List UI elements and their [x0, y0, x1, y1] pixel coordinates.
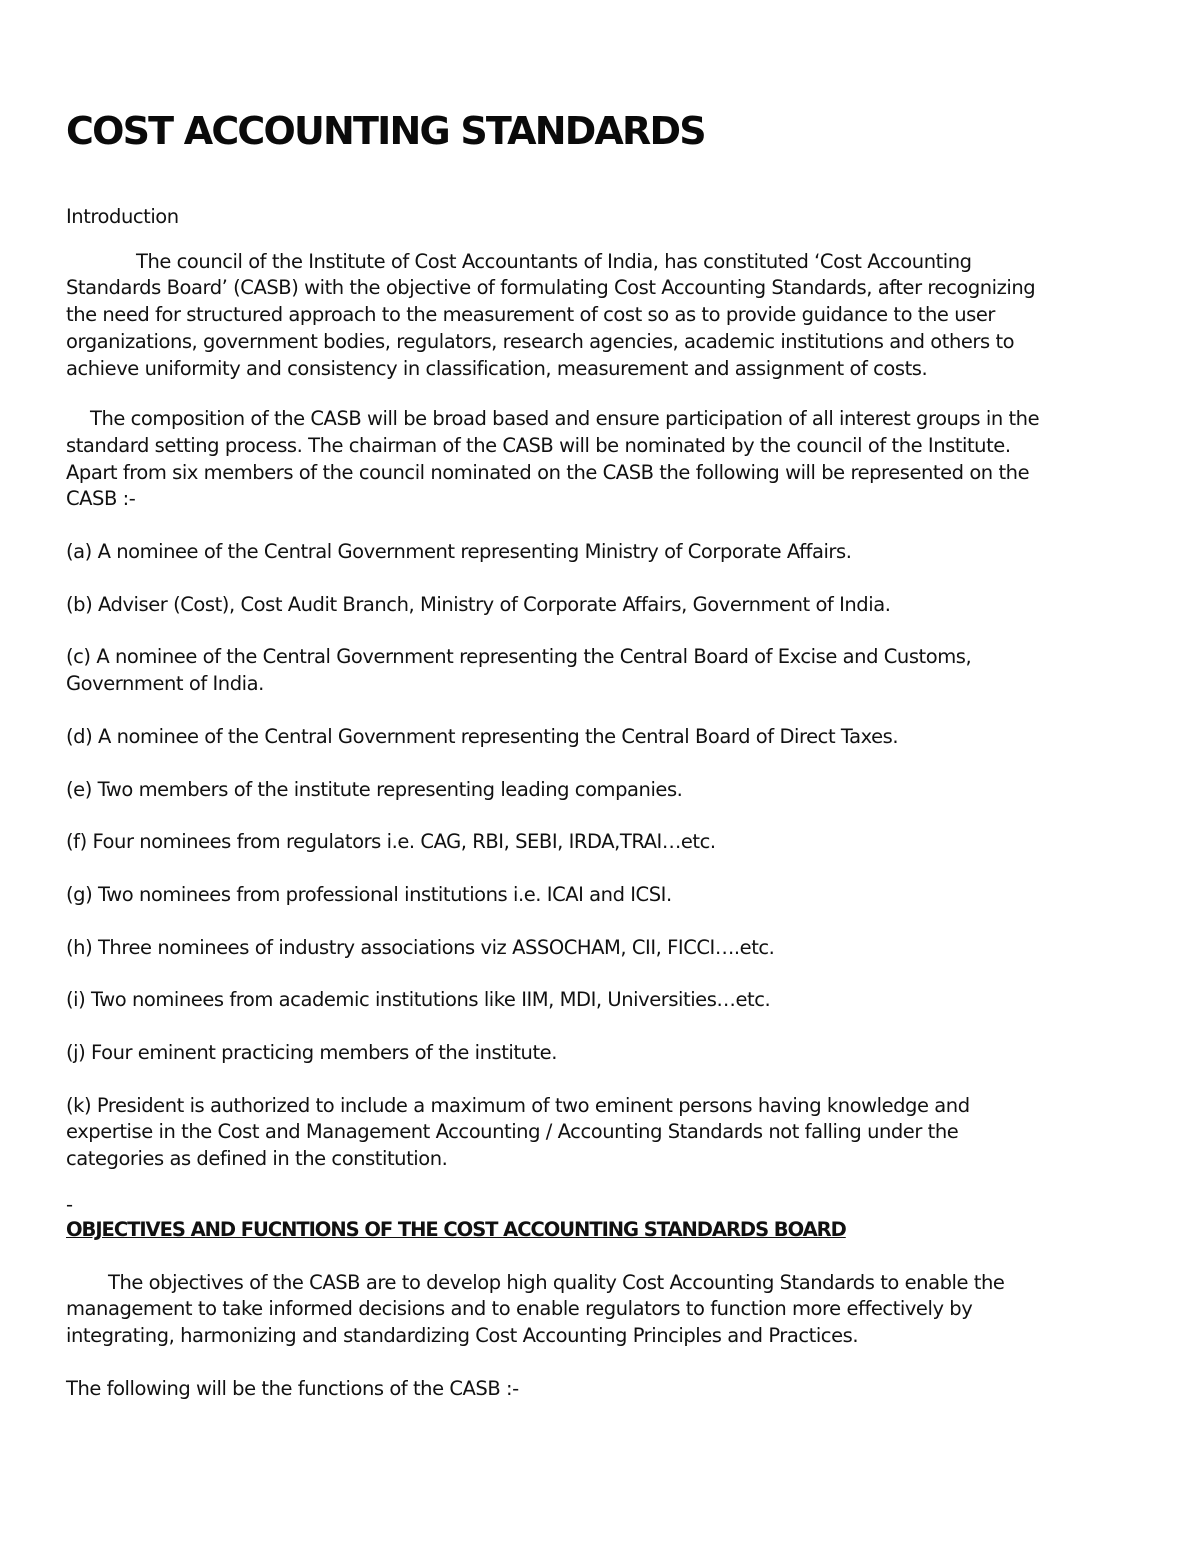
document-page: [66, 105, 1046, 1402]
member-item-i: (i) Two nominees from academic institutions like IIM, MDI, Universities…etc.: [66, 988, 771, 1012]
member-item-d: (d) A nominee of the Central Government representing the Central Board of Direct Taxes.: [66, 724, 899, 748]
objectives-heading: OBJECTIVES AND FUCNTIONS OF THE COST ACCOUNTING STANDARDS BOARD: [66, 1217, 846, 1241]
member-item-h: (h) Three nominees of industry associations viz ASSOCHAM, CII, FICCI….etc.: [66, 935, 775, 959]
member-item-e: (e) Two members of the institute representing leading companies.: [66, 777, 683, 801]
document-title: COST ACCOUNTING STANDARDS: [66, 109, 705, 153]
members-list: [66, 539, 1046, 1173]
member-item-f: (f) Four nominees from regulators i.e. CAG, RBI, SEBI, IRDA,TRAI…etc.: [66, 830, 716, 854]
member-item-b: (b) Adviser (Cost), Cost Audit Branch, Ministry of Corporate Affairs, Government of India.: [66, 592, 891, 616]
intro-paragraph: The council of the Institute of Cost Accountants of India, has constituted ‘Cost Accounting Standards Board’ (CASB) with the objective of formulating Cost Accounting Standards, after recognizing the need for structured approach to the measurement of cost so as to provide guidance to the user organizations, government bodies, regulators, research agencies, academic institutions and others to achieve uniformity and consistency in classification, measurement and assignment of costs.: [66, 249, 1036, 380]
intro-label: Introduction: [66, 205, 179, 228]
composition-paragraph: The composition of the CASB will be broad based and ensure participation of all interest groups in the standard setting process. The chairman of the CASB will be nominated by the council of the Institute. Apart from six members of the council nominated on the CASB the following will be represented on the CASB :-: [66, 407, 1040, 511]
member-item-j: (j) Four eminent practicing members of the institute.: [66, 1041, 557, 1065]
member-item-a: (a) A nominee of the Central Government representing Ministry of Corporate Affairs.: [66, 540, 852, 564]
functions-intro: The following will be the functions of the CASB :-: [66, 1376, 519, 1400]
member-item-k: (k) President is authorized to include a maximum of two eminent persons having knowledge and expertise in the Cost and Management Accounting / Accounting Standards not falling under the categories as defined in the constitution.: [66, 1093, 970, 1171]
objectives-paragraph: The objectives of the CASB are to develop high quality Cost Accounting Standards to enable the management to take informed decisions and to enable regulators to function more effectively by integrating, harmonizing and standardizing Cost Accounting Principles and Practices.: [66, 1270, 1005, 1347]
member-item-c: (c) A nominee of the Central Government representing the Central Board of Excise and Customs, Government of India.: [66, 645, 972, 696]
stray-mark: -: [66, 1192, 74, 1216]
member-item-g: (g) Two nominees from professional institutions i.e. ICAI and ICSI.: [66, 882, 672, 906]
